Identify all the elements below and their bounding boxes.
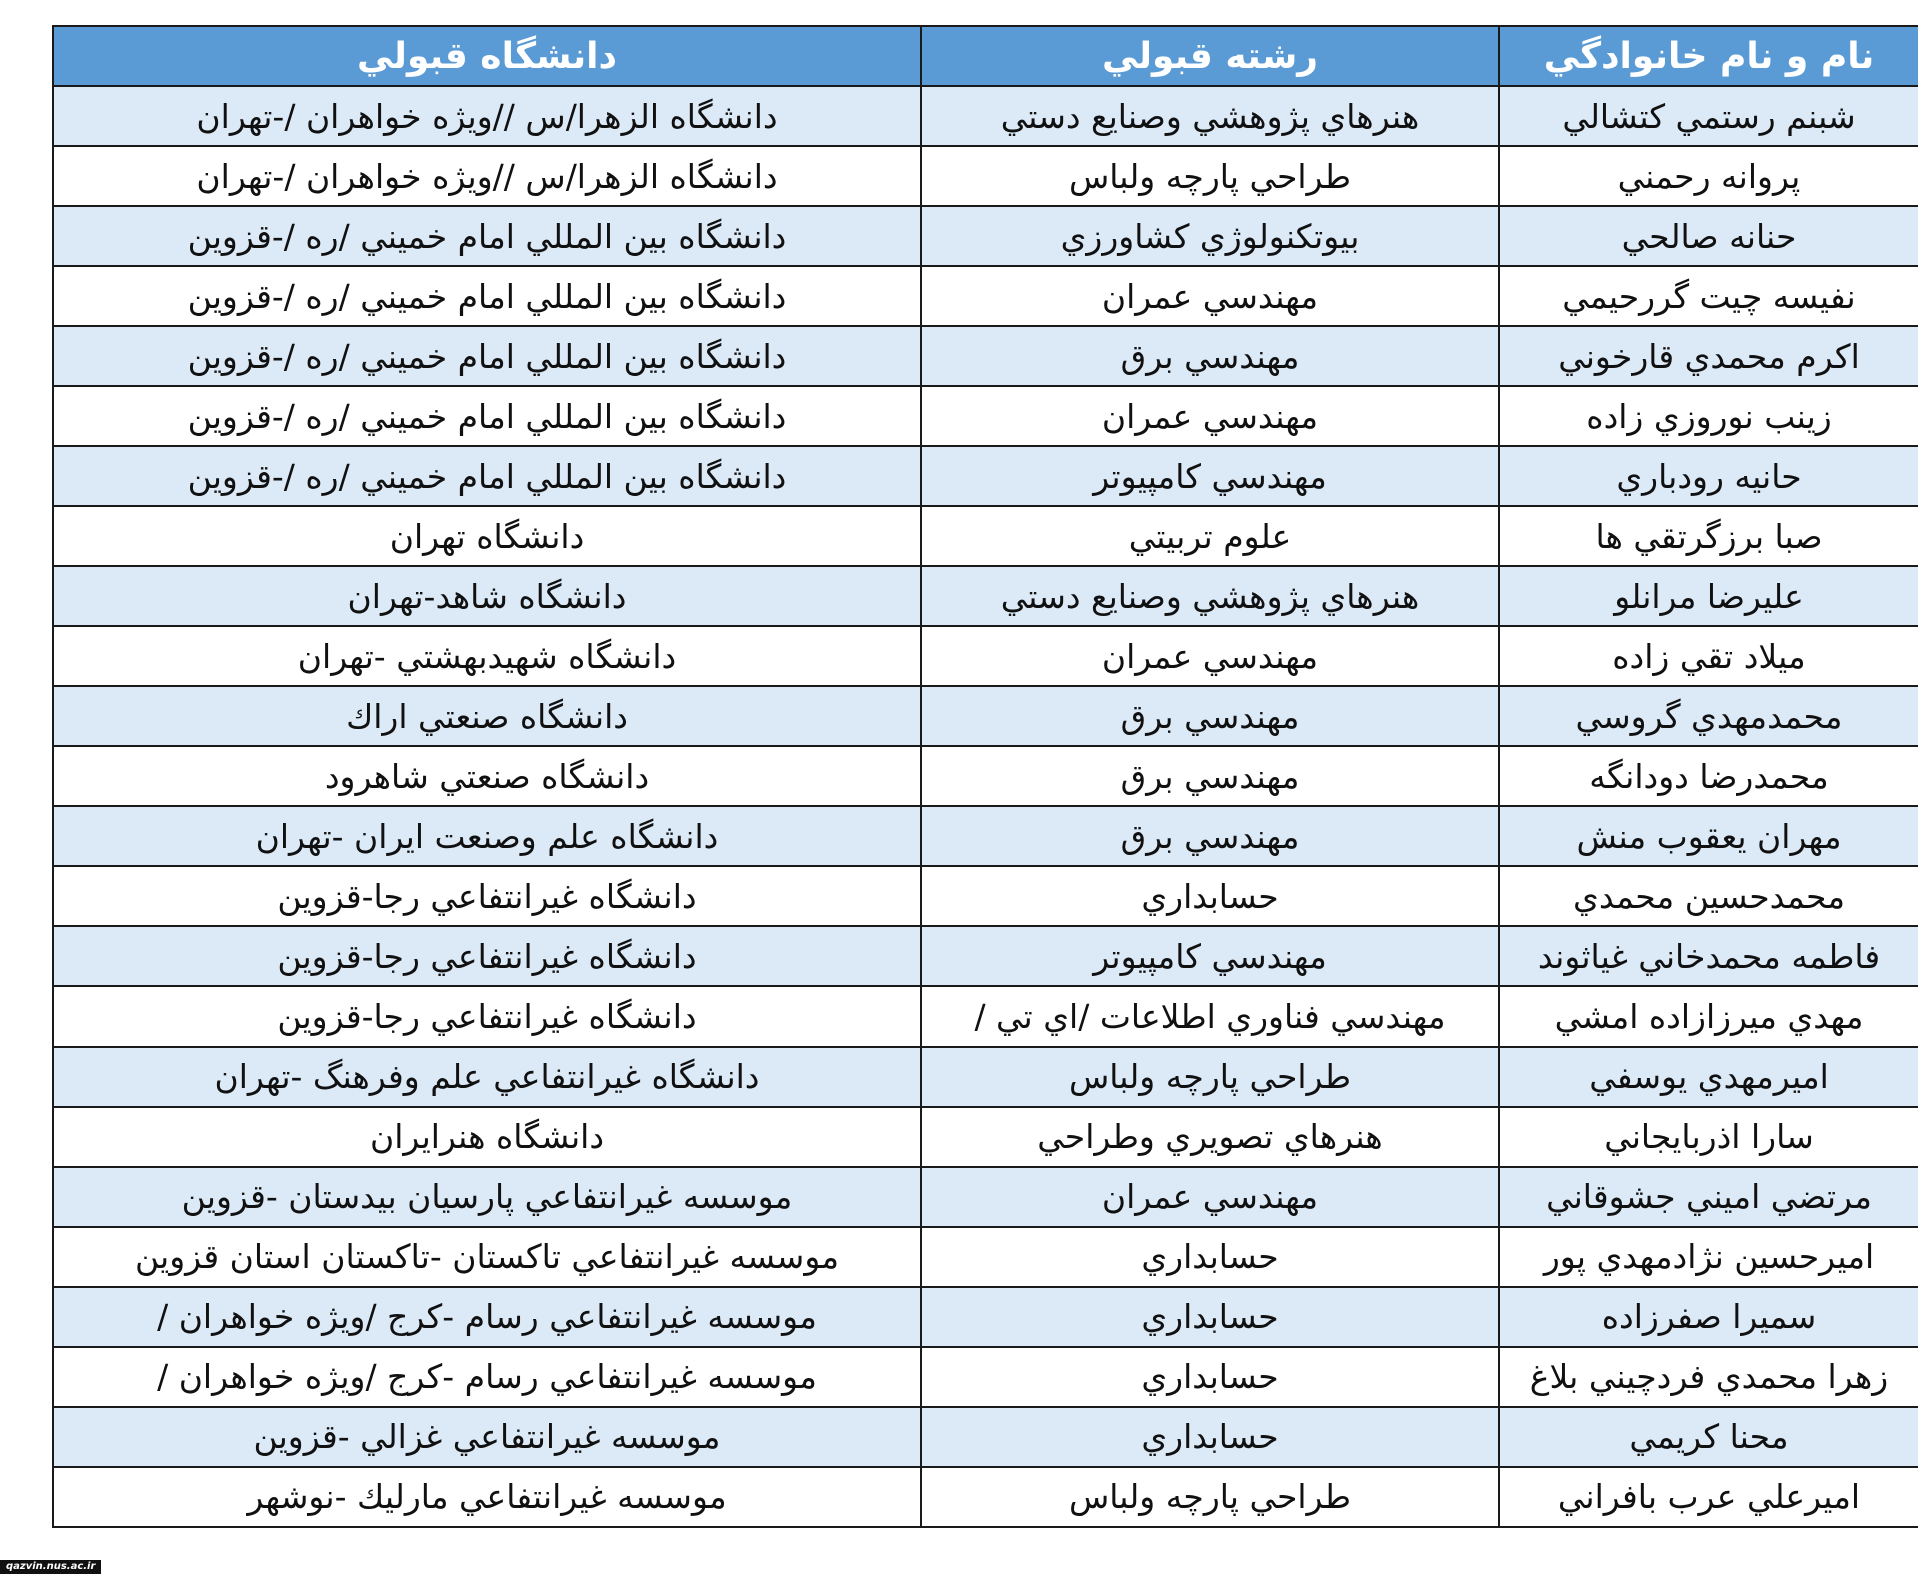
cell-name: نفيسه چيت گررحيمي <box>1499 266 1918 326</box>
table-row <box>53 1167 1918 1227</box>
table-row <box>53 1107 1918 1167</box>
cell-major: حسابداري <box>921 1407 1499 1467</box>
cell-name: عليرضا مرانلو <box>1499 566 1918 626</box>
cell-university: دانشگاه شهيدبهشتي -تهران <box>53 626 921 686</box>
cell-university: دانشگاه شاهد-تهران <box>53 566 921 626</box>
cell-major: حسابداري <box>921 866 1499 926</box>
cell-name: حانيه رودباري <box>1499 446 1918 506</box>
cell-name: سارا اذربايجاني <box>1499 1107 1918 1167</box>
cell-university: موسسه غيرانتفاعي رسام -كرج /ويژه خواهران / <box>53 1287 921 1347</box>
table-row <box>53 86 1918 146</box>
cell-major: هنرهاي پژوهشي وصنايع دستي <box>921 566 1499 626</box>
table-body <box>53 86 1918 1527</box>
table-header <box>53 26 1918 86</box>
header-name: نام و نام خانوادگي <box>1499 26 1918 86</box>
cell-major: حسابداري <box>921 1227 1499 1287</box>
cell-university: دانشگاه صنعتي اراك <box>53 686 921 746</box>
cell-university: دانشگاه علم وصنعت ايران -تهران <box>53 806 921 866</box>
cell-name: فاطمه محمدخاني غياثوند <box>1499 926 1918 986</box>
admission-results-table <box>52 25 1918 1528</box>
site-watermark: qazvin.nus.ac.ir <box>0 1560 101 1574</box>
table-row <box>53 566 1918 626</box>
cell-university: دانشگاه بين المللي امام خميني /ره /-قزوين <box>53 386 921 446</box>
cell-major: مهندسي عمران <box>921 626 1499 686</box>
cell-major: مهندسي فناوري اطلاعات /اي تي / <box>921 986 1499 1046</box>
table-row <box>53 686 1918 746</box>
cell-major: هنرهاي پژوهشي وصنايع دستي <box>921 86 1499 146</box>
cell-name: پروانه رحمني <box>1499 146 1918 206</box>
cell-university: دانشگاه غيرانتفاعي رجا-قزوين <box>53 866 921 926</box>
cell-name: اميرعلي عرب بافراني <box>1499 1467 1918 1527</box>
cell-university: دانشگاه الزهرا/س //ويژه خواهران /-تهران <box>53 86 921 146</box>
table-row <box>53 206 1918 266</box>
cell-university: موسسه غيرانتفاعي رسام -كرج /ويژه خواهران / <box>53 1347 921 1407</box>
cell-university: دانشگاه بين المللي امام خميني /ره /-قزوين <box>53 206 921 266</box>
table-row <box>53 446 1918 506</box>
table-row <box>53 746 1918 806</box>
cell-name: اكرم محمدي قارخوني <box>1499 326 1918 386</box>
cell-university: دانشگاه غيرانتفاعي رجا-قزوين <box>53 986 921 1046</box>
cell-major: طراحي پارچه ولباس <box>921 1467 1499 1527</box>
cell-major: مهندسي برق <box>921 806 1499 866</box>
cell-name: اميرمهدي يوسفي <box>1499 1047 1918 1107</box>
table-row <box>53 1227 1918 1287</box>
cell-name: مهران يعقوب منش <box>1499 806 1918 866</box>
cell-name: اميرحسين نژادمهدي پور <box>1499 1227 1918 1287</box>
cell-major: مهندسي برق <box>921 326 1499 386</box>
table-row <box>53 266 1918 326</box>
cell-major: مهندسي عمران <box>921 266 1499 326</box>
table-row <box>53 386 1918 446</box>
cell-major: حسابداري <box>921 1347 1499 1407</box>
cell-name: سميرا صفرزاده <box>1499 1287 1918 1347</box>
cell-university: دانشگاه صنعتي شاهرود <box>53 746 921 806</box>
cell-major: حسابداري <box>921 1287 1499 1347</box>
cell-major: مهندسي كامپيوتر <box>921 446 1499 506</box>
cell-university: دانشگاه بين المللي امام خميني /ره /-قزوين <box>53 326 921 386</box>
cell-university: موسسه غيرانتفاعي غزالي -قزوين <box>53 1407 921 1467</box>
cell-university: دانشگاه تهران <box>53 506 921 566</box>
header-major: رشته قبولي <box>921 26 1499 86</box>
cell-university: دانشگاه هنرايران <box>53 1107 921 1167</box>
cell-major: مهندسي برق <box>921 746 1499 806</box>
cell-name: شبنم رستمي كتشالي <box>1499 86 1918 146</box>
cell-major: طراحي پارچه ولباس <box>921 1047 1499 1107</box>
cell-university: دانشگاه بين المللي امام خميني /ره /-قزوين <box>53 446 921 506</box>
table-row <box>53 326 1918 386</box>
table-row <box>53 926 1918 986</box>
cell-name: محمدحسين محمدي <box>1499 866 1918 926</box>
header-row <box>53 26 1918 86</box>
cell-major: بيوتكنولوژي كشاورزي <box>921 206 1499 266</box>
cell-major: هنرهاي تصويري وطراحي <box>921 1107 1499 1167</box>
cell-university: موسسه غيرانتفاعي تاكستان -تاكستان استان قزوين <box>53 1227 921 1287</box>
cell-name: مرتضي اميني جشوقاني <box>1499 1167 1918 1227</box>
cell-name: حنانه صالحي <box>1499 206 1918 266</box>
table-row <box>53 1467 1918 1527</box>
table-row <box>53 1407 1918 1467</box>
cell-major: مهندسي كامپيوتر <box>921 926 1499 986</box>
cell-university: موسسه غيرانتفاعي پارسيان بيدستان -قزوين <box>53 1167 921 1227</box>
cell-name: ميلاد تقي زاده <box>1499 626 1918 686</box>
cell-name: محنا كريمي <box>1499 1407 1918 1467</box>
cell-major: مهندسي عمران <box>921 1167 1499 1227</box>
cell-name: زينب نوروزي زاده <box>1499 386 1918 446</box>
header-university: دانشگاه قبولي <box>53 26 921 86</box>
cell-name: مهدي ميرزازاده امشي <box>1499 986 1918 1046</box>
table-row <box>53 1347 1918 1407</box>
cell-major: علوم تربيتي <box>921 506 1499 566</box>
cell-major: طراحي پارچه ولباس <box>921 146 1499 206</box>
cell-name: محمدرضا دودانگه <box>1499 746 1918 806</box>
table-row <box>53 626 1918 686</box>
table-row <box>53 1047 1918 1107</box>
table-row <box>53 866 1918 926</box>
table-row <box>53 806 1918 866</box>
table-row <box>53 986 1918 1046</box>
cell-name: صبا برزگرتقي ها <box>1499 506 1918 566</box>
cell-name: محمدمهدي گروسي <box>1499 686 1918 746</box>
cell-university: دانشگاه غيرانتفاعي رجا-قزوين <box>53 926 921 986</box>
table-row <box>53 506 1918 566</box>
table-row <box>53 1287 1918 1347</box>
cell-major: مهندسي عمران <box>921 386 1499 446</box>
table-row <box>53 146 1918 206</box>
cell-university: موسسه غيرانتفاعي مارليك -نوشهر <box>53 1467 921 1527</box>
cell-major: مهندسي برق <box>921 686 1499 746</box>
cell-university: دانشگاه الزهرا/س //ويژه خواهران /-تهران <box>53 146 921 206</box>
cell-name: زهرا محمدي فردچيني بلاغ <box>1499 1347 1918 1407</box>
cell-university: دانشگاه بين المللي امام خميني /ره /-قزوين <box>53 266 921 326</box>
cell-university: دانشگاه غيرانتفاعي علم وفرهنگ -تهران <box>53 1047 921 1107</box>
